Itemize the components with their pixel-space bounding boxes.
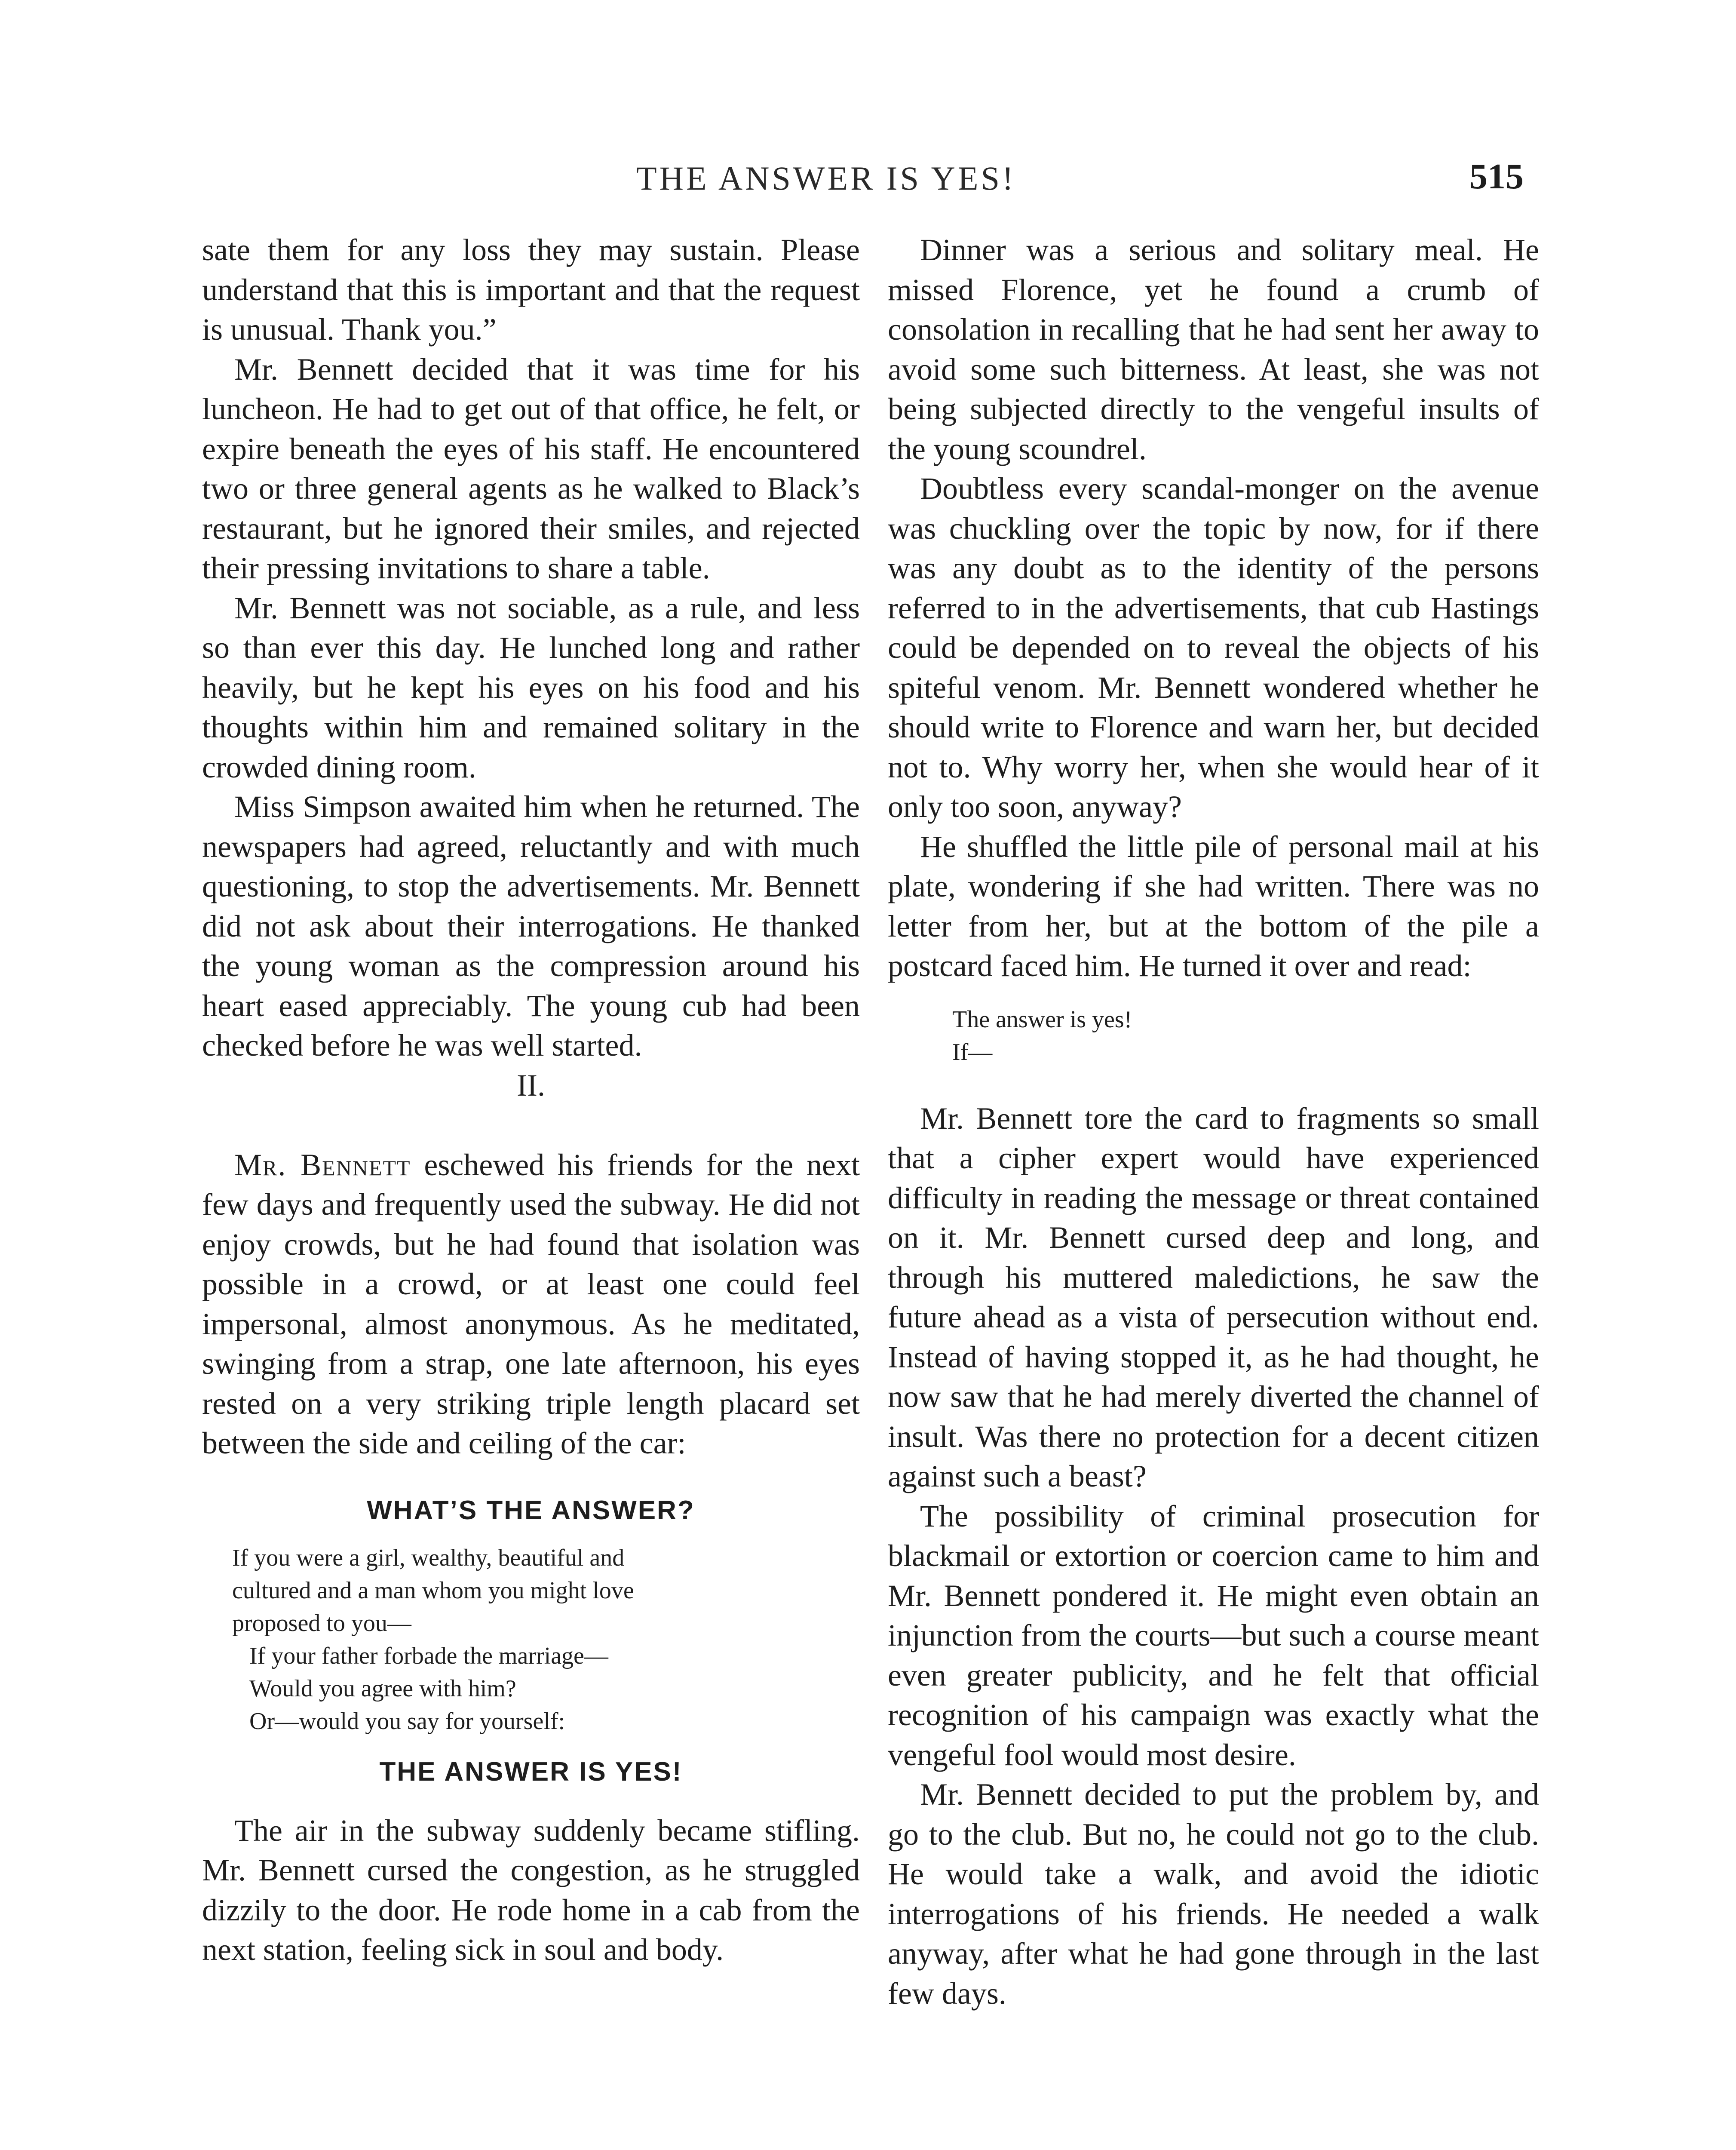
section-opening-paragraph bbox=[202, 1145, 860, 1463]
paragraph: He shuffled the little pile of personal mail at his plate, wondering if she had written. There was no letter from her, but at the bottom of the pile a postcard faced him. He turned it over and read: bbox=[888, 829, 1539, 983]
placard-line: cultured and a man whom you might love bbox=[232, 1577, 634, 1604]
section-lead-smallcaps: Mr. Bennett bbox=[234, 1147, 411, 1182]
page-number: 515 bbox=[1469, 157, 1524, 197]
placard-line: If your father forbade the marriage— bbox=[249, 1642, 608, 1669]
paragraph: Doubtless every scandal-monger on the avenue was chuckling over the topic by now, for if there was any doubt as to the identity of the persons referred to in the advertisements, that cub Hastings could be depended on to reveal the objects of his spiteful venom. Mr. Bennett wondered whether he should write to Florence and warn her, but decided not to. Why worry her, when she would hear of it only too soon, anyway? bbox=[888, 471, 1539, 824]
section-paragraph-text: eschewed his friends for the next few days and frequently used the subway. He did not enjoy crowds, but he had found that isolation was possible in a crowd, or at least one could feel impersonal, almost anonymous. As he meditated, swinging from a strap, one late afternoon, his eyes rested on a very striking triple length placard set between the side and ceiling of the car: bbox=[202, 1147, 860, 1460]
postcard-quote bbox=[952, 1003, 1539, 1069]
right-column bbox=[888, 230, 1539, 2013]
placard-line: If you were a girl, wealthy, beautiful and bbox=[232, 1544, 625, 1571]
left-column bbox=[202, 230, 860, 1970]
paragraph: Mr. Bennett was not sociable, as a rule, and less so than ever this day. He lunched long and rather heavily, but he kept his eyes on his food and his thoughts within him and remained solitary in the crowded dining room. bbox=[202, 590, 860, 784]
placard-closing: THE ANSWER IS YES! bbox=[379, 1757, 683, 1787]
paragraph: Mr. Bennett tore the card to fragments so small that a cipher expert would have experienced difficulty in reading the message or threat contained on it. Mr. Bennett cursed deep and long, and through his muttered maledictions, he saw the future ahead as a vista of persecution without end. Instead of having stopped it, as he had thought, he now saw that he had merely diverted the channel of insult. Was there no protection for a decent citizen against such a beast? bbox=[888, 1101, 1539, 1493]
placard-heading: WHAT’S THE ANSWER? bbox=[367, 1495, 695, 1525]
paragraph: Mr. Bennett decided that it was time for his luncheon. He had to get out of that office, he felt, or expire beneath the eyes of his staff. He encountered two or three general agents as he walked to Black’s restaurant, but he ignored their smiles, and rejected their pressing invitations to share a table. bbox=[202, 352, 860, 585]
placard-line: Or—would you say for yourself: bbox=[249, 1708, 565, 1735]
paragraph: The air in the subway suddenly became stifling. Mr. Bennett cursed the congestion, as he struggled dizzily to the door. He rode home in a cab from the next station, feeling sick in soul and body. bbox=[202, 1813, 860, 1967]
paragraph: Mr. Bennett decided to put the problem by, and go to the club. But no, he could not go to the club. He would take a walk, and avoid the idiotic interrogations of his friends. He needed a walk anyway, after what he had gone through in the last few days. bbox=[888, 1777, 1539, 2011]
postcard-line: The answer is yes! bbox=[952, 1006, 1132, 1033]
placard-body bbox=[202, 1542, 860, 1738]
running-title: THE ANSWER IS YES! bbox=[636, 160, 1016, 197]
paragraph: sate them for any loss they may sustain. Please understand that this is important and that the request is unusual. Thank you.” bbox=[202, 233, 860, 347]
paragraph: Miss Simpson awaited him when he returned. The newspapers had agreed, reluctantly and with much questioning, to stop the advertisements. Mr. Bennett did not ask about their interrogations. He thanked the young woman as the compression around his heart eased appreciably. The young cub had been checked before he was well started. bbox=[202, 789, 860, 1063]
section-number: II. bbox=[517, 1068, 545, 1103]
paragraph: Dinner was a serious and solitary meal. He missed Florence, yet he found a crumb of consolation in recalling that he had sent her away to avoid some such bitterness. At least, she was not being subjected directly to the vengeful insults of the young scoundrel. bbox=[888, 233, 1539, 466]
postcard-line: If— bbox=[952, 1038, 993, 1066]
placard-line: proposed to you— bbox=[232, 1609, 411, 1637]
placard-line: Would you agree with him? bbox=[249, 1675, 516, 1702]
paragraph: The possibility of criminal prosecution for blackmail or extortion or coercion came to him and Mr. Bennett pondered it. He might even obtain an injunction from the courts—but such a course meant even greater publicity, and he felt that official recognition of his campaign was exactly what the vengeful fool would most desire. bbox=[888, 1499, 1539, 1772]
